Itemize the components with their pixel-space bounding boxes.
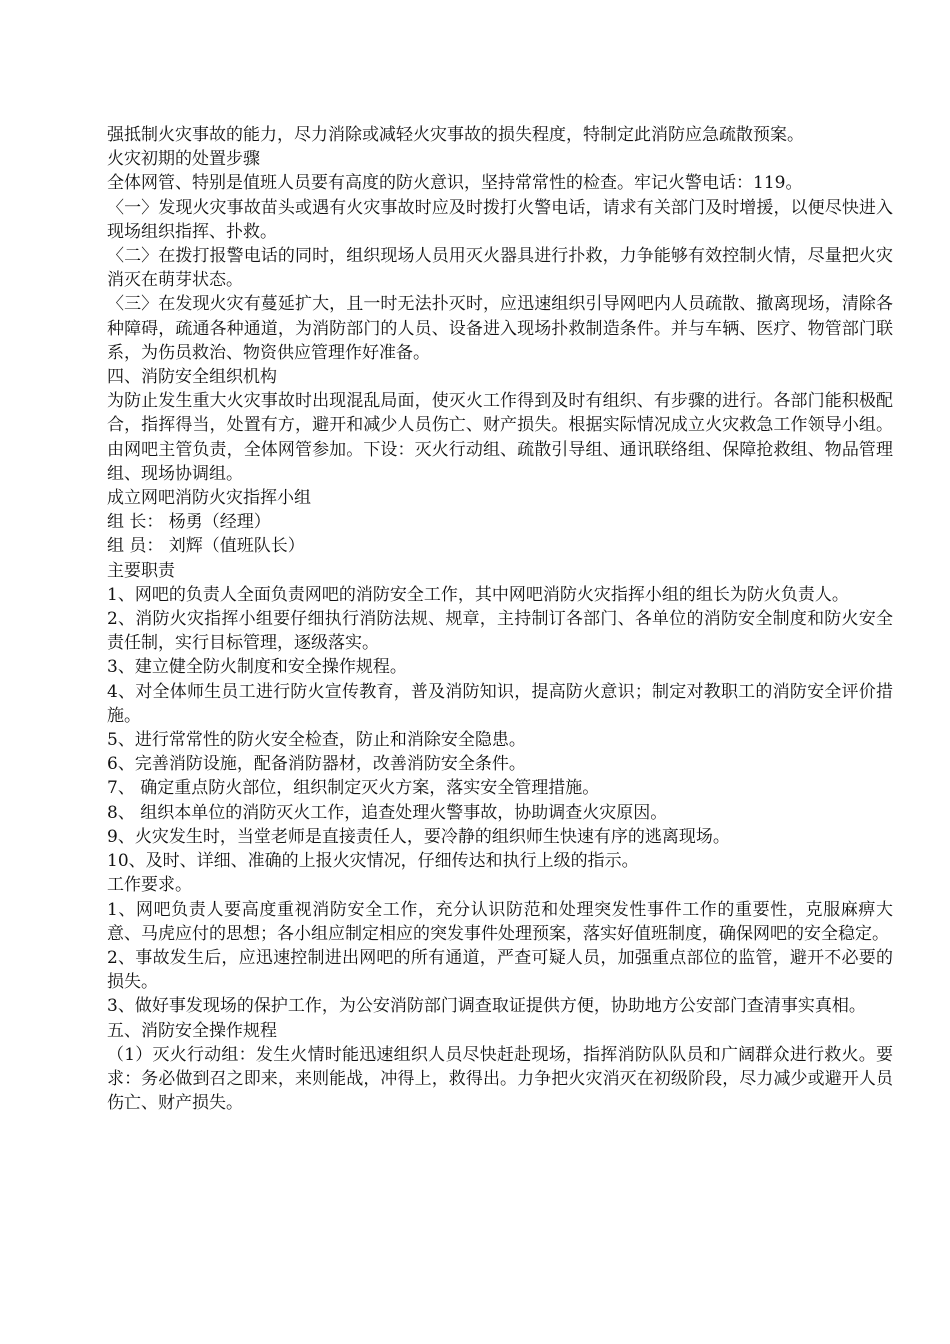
duty-item: 5、进行常常性的防火安全检查，防止和消除安全隐患。 <box>107 730 526 751</box>
duty-item: 3、建立健全防火制度和安全操作规程。 <box>107 657 407 678</box>
paragraph-organization: 为防止发生重大火灾事故时出现混乱局面，使灭火工作得到及时有组织、有步骤的进行。各部门能积极配合，指挥得当，处置有方，避开和减少人员伤亡、财产损失。根据实际情况成立火灾救急工作领导小组。由网吧主管负责，全体网管参加。下设：灭火行动组、疏散引导组、通讯联络组、保障抢救组、物品管理组、现场协调组。 <box>107 391 893 484</box>
paragraph-step-two: 〈二〉在拨打报警电话的同时，组织现场人员用灭火器具进行扑救，力争能够有效控制火情，尽量把火灾消灭在萌芽状态。 <box>107 246 893 291</box>
duty-item: 10、及时、详细、准确的上报火灾情况，仔细传达和执行上级的指示。 <box>107 851 639 872</box>
paragraph-firefighting-team: （1）灭火行动组：发生火情时能迅速组织人员尽快赶赴现场，指挥消防队队员和广阔群众进行救火。要求：务必做到召之即来，来则能战，冲得上，救得出。力争把火灾消灭在初级阶段，尽力减少或避开人员伤亡、财产损失。 <box>107 1044 893 1114</box>
document-page <box>107 123 893 1115</box>
heading-section-five: 五、消防安全操作规程 <box>107 1020 277 1041</box>
heading-section-four: 四、消防安全组织机构 <box>107 367 277 388</box>
paragraph-step-three: 〈三〉在发现火灾有蔓延扩大，且一时无法扑灭时，应迅速组织引导网吧内人员疏散、撤离现场，清除各种障碍，疏通各种通道，为消防部门的人员、设备进入现场扑救制造条件。并与车辆、医疗、物管部门联系，为伤员救治、物资供应管理作好准备。 <box>107 294 893 363</box>
duty-item: 1、网吧的负责人全面负责网吧的消防安全工作，其中网吧消防火灾指挥小组的组长为防火负责人。 <box>107 584 849 605</box>
requirement-item: 2、事故发生后，应迅速控制进出网吧的所有通道，严查可疑人员，加强重点部位的监管，避开不必要的损失。 <box>107 947 893 993</box>
duty-item: 6、完善消防设施，配备消防器材，改善消防安全条件。 <box>107 754 526 775</box>
duty-item: 8、 组织本单位的消防灭火工作，追查处理火警事故，协助调查火灾原因。 <box>107 802 668 823</box>
requirement-item: 1、网吧负责人要高度重视消防安全工作，充分认识防范和处理突发性事件工作的重要性，克服麻痹大意、马虎应付的思想；各小组应制定相应的突发事件处理预案，落实好值班制度，确保网吧的安全稳定。 <box>107 899 893 944</box>
duty-item: 7、 确定重点防火部位，组织制定灭火方案，落实安全管理措施。 <box>107 778 600 799</box>
paragraph-step-one: 〈一〉发现火灾事故苗头或遇有火灾事故时应及时拨打火警电话，请求有关部门及时增援，以便尽快进入现场组织指挥、扑救。 <box>107 197 893 242</box>
duty-item: 4、对全体师生员工进行防火宣传教育，普及消防知识，提高防火意识；制定对教职工的消防安全评价措施。 <box>107 681 893 726</box>
heading-initial-steps: 火灾初期的处置步骤 <box>107 149 260 170</box>
group-member-line: 组 员： 刘辉（值班队长） <box>107 536 305 557</box>
heading-main-duties: 主要职责 <box>107 560 175 581</box>
heading-work-requirements: 工作要求。 <box>107 875 192 896</box>
group-leader-line: 组 长： 杨勇（经理） <box>107 512 271 533</box>
paragraph-intro-continuation: 强抵制火灾事故的能力，尽力消除或减轻火灾事故的损失程度，特制定此消防应急疏散预案。 <box>107 125 804 145</box>
duty-item: 9、火灾发生时，当堂老师是直接责任人，要冷静的组织师生快速有序的逃离现场。 <box>107 826 730 847</box>
duty-item: 2、消防火灾指挥小组要仔细执行消防法规、规章，主持制订各部门、各单位的消防安全制度和防火安全责任制，实行目标管理，逐级落实。 <box>107 609 893 654</box>
heading-command-group: 成立网吧消防火灾指挥小组 <box>107 488 311 509</box>
requirement-item: 3、做好事发现场的保护工作，为公安消防部门调查取证提供方便，协助地方公安部门查清事实真相。 <box>107 996 866 1017</box>
paragraph-fire-awareness: 全体网管、特别是值班人员要有高度的防火意识，坚持常常性的检查。牢记火警电话：119。 <box>107 173 803 194</box>
